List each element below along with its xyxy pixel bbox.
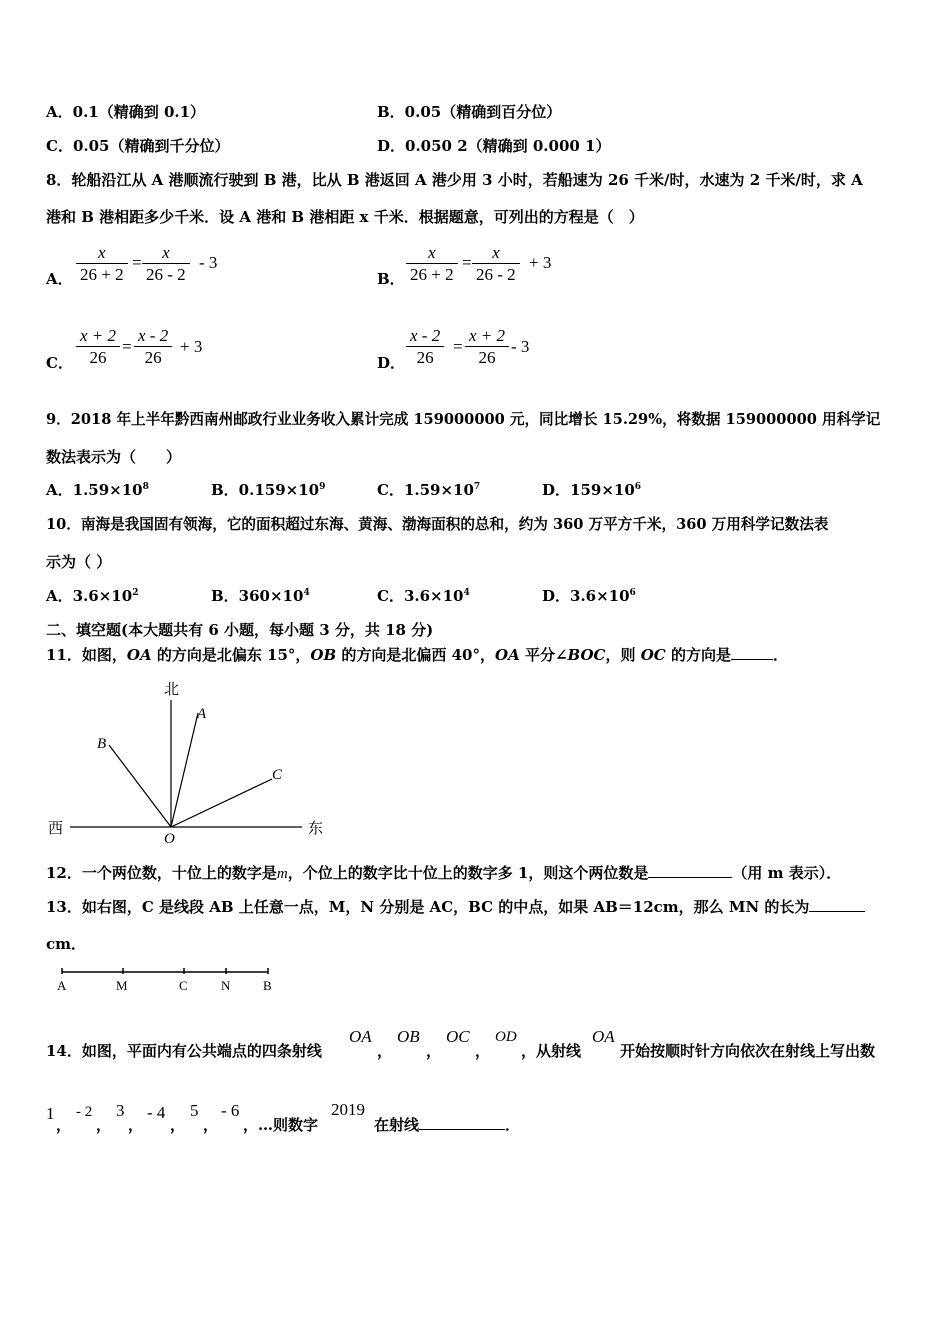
q8-c-fraction-right bbox=[134, 326, 172, 369]
q13-segment-figure bbox=[50, 962, 290, 998]
q10-option-a: A．$3.6\times 10^2$ bbox=[46, 587, 139, 605]
point-a-label: A bbox=[57, 978, 67, 993]
equals-sign: = bbox=[462, 253, 472, 272]
equals-sign: = bbox=[132, 253, 142, 272]
q8-label-a: A． bbox=[46, 270, 73, 288]
q7-option-d: D．0.050 2（精确到 0.000 1） bbox=[377, 137, 611, 155]
ray-od-symbol: OD bbox=[495, 1029, 517, 1045]
numerator: x - 2 bbox=[410, 326, 441, 345]
number-neg2: - 2 bbox=[76, 1104, 93, 1120]
denominator: 26 + 2 bbox=[80, 265, 124, 284]
point-m-label: M bbox=[116, 978, 128, 993]
denominator: 26 bbox=[144, 348, 162, 367]
q9-stem-line2: 数法表示为（ ） bbox=[46, 448, 182, 466]
numerator: x bbox=[162, 243, 170, 262]
north-label: 北 bbox=[164, 680, 180, 698]
number-neg6: - 6 bbox=[221, 1101, 240, 1120]
point-c-label: C bbox=[179, 978, 188, 993]
ray-ob bbox=[109, 745, 171, 827]
point-n-label: N bbox=[221, 978, 231, 993]
equals-sign: = bbox=[453, 337, 463, 356]
q7-option-a: A．0.1（精确到 0.1） bbox=[46, 103, 206, 121]
ray-ob-symbol: OB bbox=[397, 1027, 420, 1046]
q14-stem-part4: ，…则数字 bbox=[243, 1116, 319, 1134]
q8-stem-line1: 8．轮船沿江从 A 港顺流行驶到 B 港，比从 B 港返回 A 港少用 3 小时，若船速为 26 千米/时，水速为 2 千米/时，求 A bbox=[46, 171, 863, 189]
q9-option-c: C．$1.59\times 10^7$ bbox=[377, 481, 481, 499]
q8-label-b: B． bbox=[377, 270, 405, 288]
denominator: 26 bbox=[478, 348, 496, 367]
q8-a-tail: - 3 bbox=[199, 253, 218, 272]
ray-oa-symbol-start: OA bbox=[592, 1027, 615, 1046]
number-2019: 2019 bbox=[331, 1100, 365, 1119]
q9-stem-line1: 9．2018 年上半年黔西南州邮政行业业务收入累计完成 159000000 元，同比增长 15.29%，将数据 159000000 用科学记 bbox=[46, 411, 881, 428]
ray-oa-symbol: OA bbox=[349, 1027, 372, 1046]
numerator: x + 2 bbox=[469, 326, 506, 345]
denominator: 26 bbox=[89, 348, 107, 367]
q8-b-fraction-left bbox=[406, 243, 458, 286]
q8-d-fraction-left bbox=[406, 326, 444, 369]
q9-option-d: D．$159\times 10^6$ bbox=[542, 481, 642, 499]
q14-stem-part3: 开始按顺时针方向依次在射线上写出数 bbox=[620, 1042, 876, 1060]
q13-stem-line2: cm． bbox=[46, 935, 87, 953]
answer-blank[interactable] bbox=[809, 911, 865, 912]
point-o-label: O bbox=[164, 831, 175, 845]
number-5: 5 bbox=[190, 1101, 199, 1120]
q14-stem-part2: ，从射线 bbox=[521, 1042, 582, 1060]
point-c-label: C bbox=[272, 767, 283, 783]
q8-c-tail: + 3 bbox=[180, 337, 203, 356]
q13-stem-line1: 13．如右图，C 是线段 AB 上任意一点，M，N 分别是 AC，BC 的中点，如果 AB＝12cm，那么 MN 的长为 bbox=[46, 897, 865, 917]
q7-option-b: B．0.05（精确到百分位） bbox=[377, 103, 562, 121]
point-b-label: B bbox=[97, 736, 107, 752]
q10-option-d: D．$3.6\times 10^6$ bbox=[542, 587, 636, 605]
q10-stem-line1: 10．南海是我国固有领海，它的面积超过东海、黄海、渤海面积的总和，约为 360 万平方千米，360 万用科学记数法表 bbox=[46, 516, 829, 533]
west-label: 西 bbox=[48, 819, 64, 837]
denominator: 26 + 2 bbox=[410, 265, 454, 284]
answer-blank[interactable] bbox=[648, 877, 732, 878]
q8-label-d: D． bbox=[377, 354, 406, 372]
number-1: 1 bbox=[46, 1104, 55, 1123]
q9-option-a: A．$1.59\times 10^8$ bbox=[46, 481, 149, 499]
numerator: x bbox=[428, 243, 436, 262]
q8-stem-line2: 港和 B 港相距多少千米．设 A 港和 B 港相距 x 千米．根据题意，可列出的方程是（ ） bbox=[46, 208, 644, 226]
q12-stem: 12．一个两位数，十位上的数字是m，个位上的数字比十位上的数字多 1，则这个两位数是 （用 m 表示）． bbox=[46, 864, 842, 882]
denominator: 26 - 2 bbox=[146, 265, 186, 284]
point-a-label: A bbox=[197, 706, 207, 722]
q8-c-fraction-left bbox=[76, 326, 120, 369]
q8-label-c: C． bbox=[46, 354, 73, 372]
q9-option-b: B．$0.159\times 10^9$ bbox=[211, 481, 326, 499]
q7-option-c: C．0.05（精确到千分位） bbox=[46, 137, 230, 155]
q14-stem-part5: 在射线 ． bbox=[374, 1116, 521, 1134]
answer-blank[interactable] bbox=[731, 659, 773, 660]
number-neg4: - 4 bbox=[147, 1103, 166, 1122]
q10-option-b: B．$360\times 10^4$ bbox=[211, 587, 310, 605]
east-label: 东 bbox=[308, 819, 324, 837]
numerator: x bbox=[492, 243, 500, 262]
q8-a-fraction-left bbox=[76, 243, 128, 286]
q10-stem-line2: 示为（ ） bbox=[46, 553, 112, 571]
q8-d-fraction-right bbox=[465, 326, 509, 369]
denominator: 26 - 2 bbox=[476, 265, 516, 284]
q14-stem-part1: 14．如图，平面内有公共端点的四条射线 bbox=[46, 1042, 322, 1060]
equals-sign: = bbox=[122, 337, 132, 356]
q8-d-tail: - 3 bbox=[511, 337, 530, 356]
denominator: 26 bbox=[416, 348, 434, 367]
number-3: 3 bbox=[116, 1101, 125, 1120]
numerator: x bbox=[98, 243, 106, 262]
q10-option-c: C．$3.6\times 10^4$ bbox=[377, 587, 470, 605]
q8-b-fraction-right bbox=[472, 243, 520, 286]
section-heading: 二、填空题(本大题共有 6 小题，每小题 3 分，共 18 分) bbox=[46, 621, 434, 639]
q11-stem: 11．如图，OA 的方向是北偏东 15°，OB 的方向是北偏西 40°，OA 平分∠BOC，则 OC 的方向是 ． bbox=[46, 646, 788, 664]
ray-oc bbox=[171, 779, 272, 827]
numerator: x - 2 bbox=[138, 326, 169, 345]
q8-a-fraction-right bbox=[142, 243, 190, 286]
numerator: x + 2 bbox=[80, 326, 117, 345]
ray-oa bbox=[171, 713, 198, 827]
q8-b-tail: + 3 bbox=[529, 253, 552, 272]
ray-oc-symbol: OC bbox=[446, 1027, 470, 1046]
answer-blank[interactable] bbox=[419, 1129, 505, 1130]
q11-direction-figure bbox=[40, 675, 340, 845]
point-b-label: B bbox=[263, 978, 272, 993]
